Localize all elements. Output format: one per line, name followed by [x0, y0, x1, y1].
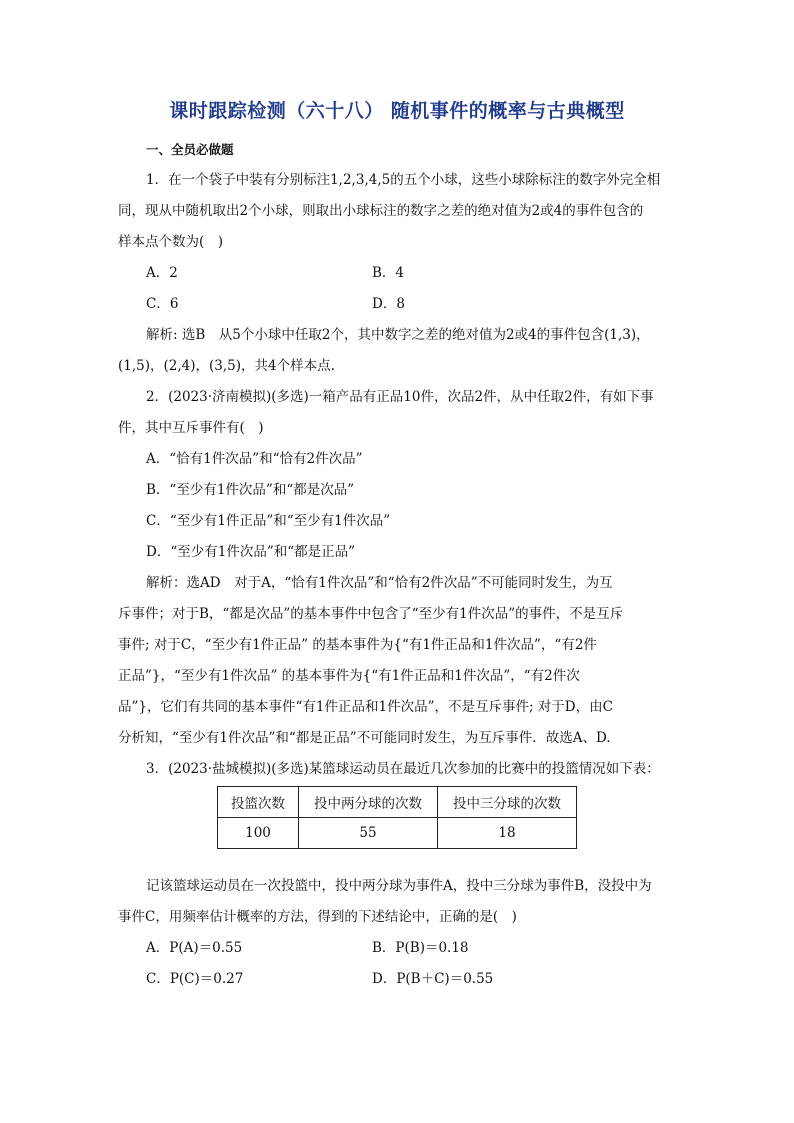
table-header-cell: 投篮次数	[218, 787, 299, 818]
q1-option-d: D．8	[372, 296, 405, 312]
q1-line-3: 样本点个数为( )	[118, 234, 224, 250]
q3-line-3: 事件C，用频率估计概率的方法，得到的下述结论中，正确的是( )	[118, 909, 517, 925]
q2-line-2: 件，其中互斥事件有( )	[118, 420, 264, 436]
table-cell: 18	[438, 818, 577, 849]
q2-solution-4: 正品”}，“至少有1件次品” 的基本事件为{“有1件正品和1件次品”，“有2件次	[118, 668, 580, 684]
q3-option-d: D．P(B＋C)＝0.55	[372, 971, 494, 987]
q1-line-1: 1．在一个袋子中装有分别标注1,2,3,4,5的五个小球，这些小球除标注的数字外完全相	[146, 172, 661, 188]
q2-line-1: 2．(2023·济南模拟)(多选)一箱产品有正品10件，次品2件，从中任取2件，有如下事	[146, 389, 654, 405]
q3-option-c: C．P(C)＝0.27	[146, 971, 244, 987]
q3-line-1: 3．(2023·盐城模拟)(多选)某篮球运动员在最近几次参加的比赛中的投篮情况如下表：	[146, 761, 660, 777]
section-heading: 一、全员必做题	[146, 142, 234, 157]
q1-option-b: B．4	[372, 265, 405, 281]
q2-solution-5: 品”}，它们有共同的基本事件“有1件正品和1件次品”，不是互斥事件; 对于D，由C	[118, 699, 613, 715]
table-header-cell: 投中两分球的次数	[299, 787, 438, 818]
table-header-row	[218, 787, 577, 818]
q2-option-a: A．“恰有1件次品”和“恰有2件次品”	[146, 451, 363, 467]
q1-solution-1: 解析: 选B 从5个小球中任取2个，其中数字之差的绝对值为2或4的事件包含(1,3)，	[146, 327, 650, 343]
table-row	[218, 818, 577, 849]
q3-option-a: A．P(A)＝0.55	[146, 940, 243, 956]
table-cell: 100	[218, 818, 299, 849]
shooting-table	[217, 786, 577, 849]
q1-option-c: C．6	[146, 296, 179, 312]
q3-line-2: 记该篮球运动员在一次投篮中，投中两分球为事件A，投中三分球为事件B，没投中为	[146, 878, 652, 894]
q2-option-c: C．“至少有1件正品”和“至少有1件次品”	[146, 513, 391, 529]
q3-option-b: B．P(B)＝0.18	[372, 940, 469, 956]
q2-solution-3: 事件; 对于C，“至少有1件正品” 的基本事件为{“有1件正品和1件次品”，“有2件	[118, 637, 597, 653]
table-header-cell: 投中三分球的次数	[438, 787, 577, 818]
page-title: 课时跟踪检测（六十八） 随机事件的概率与古典概型	[169, 100, 625, 122]
table-cell: 55	[299, 818, 438, 849]
q1-solution-2: (1,5)，(2,4)，(3,5)，共4个样本点.	[118, 358, 335, 374]
q2-solution-2: 斥事件；对于B，“都是次品”的基本事件中包含了“至少有1件次品”的事件，不是互斥	[118, 606, 624, 622]
q2-option-d: D．“至少有1件次品”和“都是正品”	[146, 544, 356, 560]
q2-solution-6: 分析知，“至少有1件次品”和“都是正品”不可能同时发生，为互斥事件．故选A、D.	[118, 730, 611, 746]
q1-line-2: 同，现从中随机取出2个小球，则取出小球标注的数字之差的绝对值为2或4的事件包含的	[118, 203, 644, 219]
q1-option-a: A．2	[146, 265, 178, 281]
q2-solution-1: 解析：选AD 对于A，“恰有1件次品”和“恰有2件次品”不可能同时发生，为互	[146, 575, 613, 591]
q2-option-b: B．“至少有1件次品”和“都是次品”	[146, 482, 355, 498]
